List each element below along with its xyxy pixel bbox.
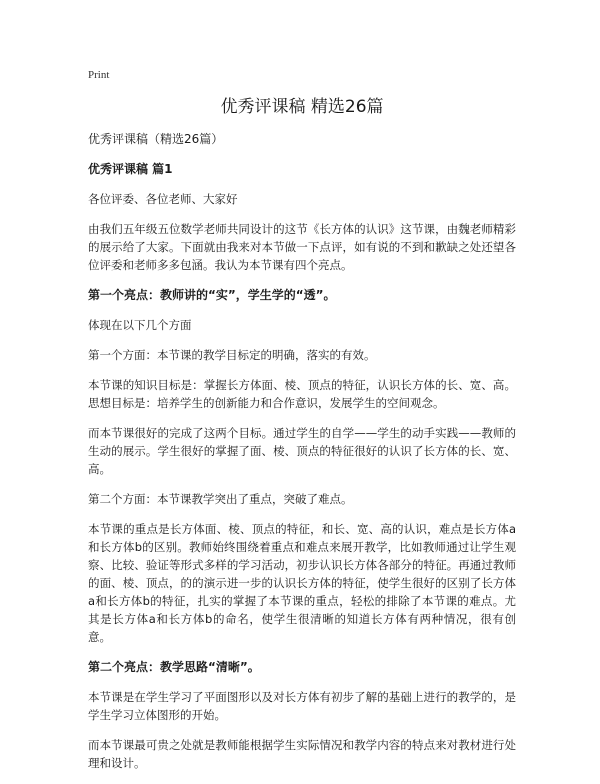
highlight-heading-2: 第二个亮点：教学思路“清晰”。 bbox=[88, 660, 260, 674]
paragraph: 体现在以下几个方面 bbox=[88, 318, 192, 332]
paragraph: 第一个方面：本节课的教学目标定的明确，落实的有效。 bbox=[88, 348, 376, 362]
greeting-paragraph: 各位评委、各位老师、大家好 bbox=[88, 192, 238, 206]
highlight-heading-1: 第一个亮点：教师讲的“实”，学生学的“透”。 bbox=[88, 288, 336, 302]
print-label[interactable]: Print bbox=[88, 69, 110, 81]
paragraph: 本节课的知识目标是：掌握长方体面、棱、顶点的特征，认识长方体的长、宽、高。思想目标是：培养学生的创新能力和合作意识，发展学生的空间观念。 bbox=[88, 378, 516, 410]
paragraph: 本节课是在学生学习了平面图形以及对长方体有初步了解的基础上进行的教学的，是学生学习立体图形的开始。 bbox=[88, 690, 516, 722]
intro-paragraph: 由我们五年级五位数学老师共同设计的这节《长方体的认识》这节课，由魏老师精彩的展示给了大家。下面就由我来对本节做一下点评，如有说的不到和歉缺之处还望各位评委和老师多多包涵。我认为本节课有四个亮点。 bbox=[88, 222, 516, 272]
paragraph: 本节课的重点是长方体面、棱、顶点的特征，和长、宽、高的认识，难点是长方体a和长方体b的区别。教师始终围绕着重点和难点来展开教学，比如教师通过让学生观察、比较、验证等形式多样的学习活动，初步认识长方体各部分的特征。再通过教师的面、棱、顶点，的的演示进一步的认识长方体的特征，使学生很好的区别了长方体a和长方体b的特征，扎实的掌握了本节课的重点，轻松的排除了本节课的难点。尤其是长方体a和长方体b的命名，使学生很清晰的知道长方体有两种情况，很有创意。 bbox=[88, 522, 516, 644]
paragraph: 而本节课很好的完成了这两个目标。通过学生的自学——学生的动手实践——教师的生动的展示。学生很好的掌握了面、棱、顶点的特征很好的认识了长方体的长、宽、高。 bbox=[88, 426, 516, 476]
paragraph: 而本节课最可贵之处就是教师能根据学生实际情况和教学内容的特点来对教材进行处理和设计。 bbox=[88, 738, 516, 770]
document-subtitle: 优秀评课稿（精选26篇） bbox=[88, 132, 224, 146]
document-title: 优秀评课稿 精选26篇 bbox=[220, 97, 384, 117]
section-heading: 优秀评课稿 篇1 bbox=[88, 162, 173, 176]
paragraph: 第二个方面：本节课教学突出了重点，突破了难点。 bbox=[88, 492, 353, 506]
document-page bbox=[88, 68, 516, 784]
